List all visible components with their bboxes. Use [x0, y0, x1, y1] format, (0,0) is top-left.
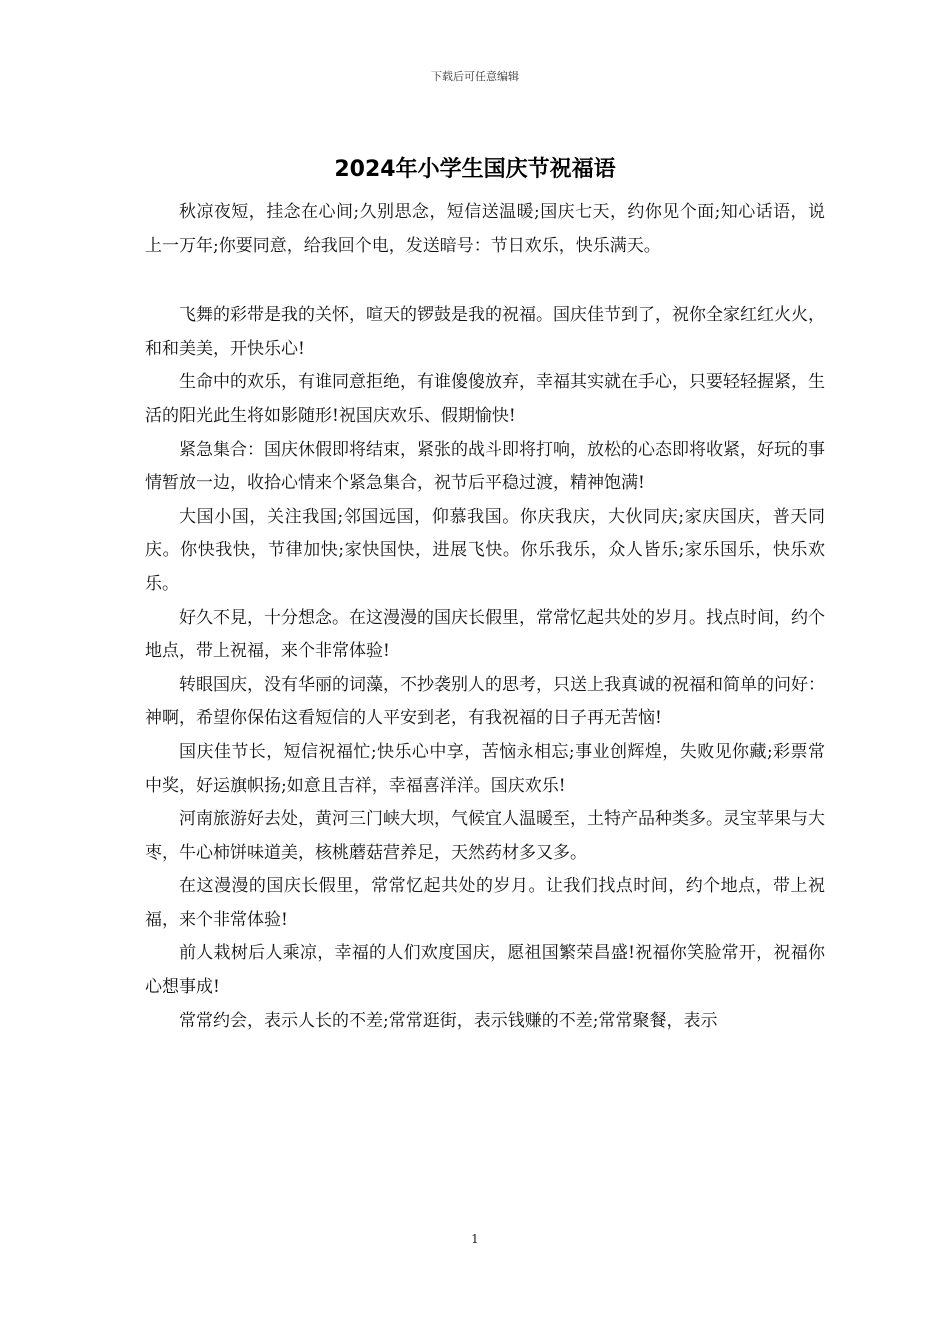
paragraph-6: 好久不見，十分想念。在这漫漫的国庆长假里，常常忆起共处的岁月。找点时间，约个地点，带上祝福，来个非常体验!	[145, 607, 825, 662]
paragraph-7: 转眼国庆，没有华丽的词藻，不抄袭别人的思考，只送上我真诚的祝福和简单的问好：神啊，希望你保佑这看短信的人平安到老，有我祝福的日子再无苦恼!	[145, 674, 825, 729]
paragraph-11: 前人栽树后人乘凉，幸福的人们欢度国庆，愿祖国繁荣昌盛!祝福你笑脸常开，祝福你心想事成!	[145, 943, 825, 998]
paragraph-5: 大国小国，关注我国;邻国远国，仰慕我国。你庆我庆，大伙同庆;家庆国庆，普天同庆。你快我快，节律加快;家快国快，进展飞快。你乐我乐，众人皆乐;家乐国乐，快乐欢乐。	[145, 506, 825, 594]
paragraph-9: 河南旅游好去处，黄河三门峡大坝，气候宜人温暖至，土特产品种类多。灵宝苹果与大枣，牛心柿饼味道美，核桃蘑菇营养足，天然药材多又多。	[145, 809, 825, 863]
paragraph-1: 秋凉夜短，挂念在心间;久别思念，短信送温暖;国庆七天，约你见个面;知心话语，说上一万年;你要同意，给我回个电，发送暗号：节日欢乐，快乐满天。	[145, 202, 825, 256]
paragraph-12: 常常约会，表示人长的不差;常常逛街，表示钱赚的不差;常常聚餐，表示	[179, 1010, 718, 1031]
paragraph-gap	[145, 263, 825, 299]
paragraph-10: 在这漫漫的国庆长假里，常常忆起共处的岁月。让我们找点时间，约个地点，带上祝福，来个非常体验!	[145, 876, 825, 930]
paragraph-4: 紧急集合：国庆休假即将结束，紧张的战斗即将打响，放松的心态即将收紧，好玩的事情暂放一边，收拾心情来个紧急集合，祝节后平稳过渡，精神饱满!	[145, 439, 825, 494]
paragraph-2: 飞舞的彩带是我的关怀，喧天的锣鼓是我的祝福。国庆佳节到了，祝你全家红红火火，和和美美，开快乐心!	[145, 305, 825, 359]
page-number: 1	[471, 1232, 479, 1246]
document-body	[145, 196, 825, 1038]
header-note: 下载后可任意编辑	[431, 70, 519, 83]
paragraph-3: 生命中的欢乐，有谁同意拒绝，有谁傻傻放弃，幸福其实就在手心，只要轻轻握紧，生活的阳光此生将如影随形!祝国庆欢乐、假期愉快!	[145, 372, 825, 426]
document-title: 2024年小学生国庆节祝福语	[334, 157, 616, 182]
paragraph-8: 国庆佳节长，短信祝福忙;快乐心中享，苦恼永相忘;事业创辉煌，失败见你藏;彩票常中奖，好运旗帜扬;如意且吉祥，幸福喜洋洋。国庆欢乐!	[145, 741, 825, 796]
